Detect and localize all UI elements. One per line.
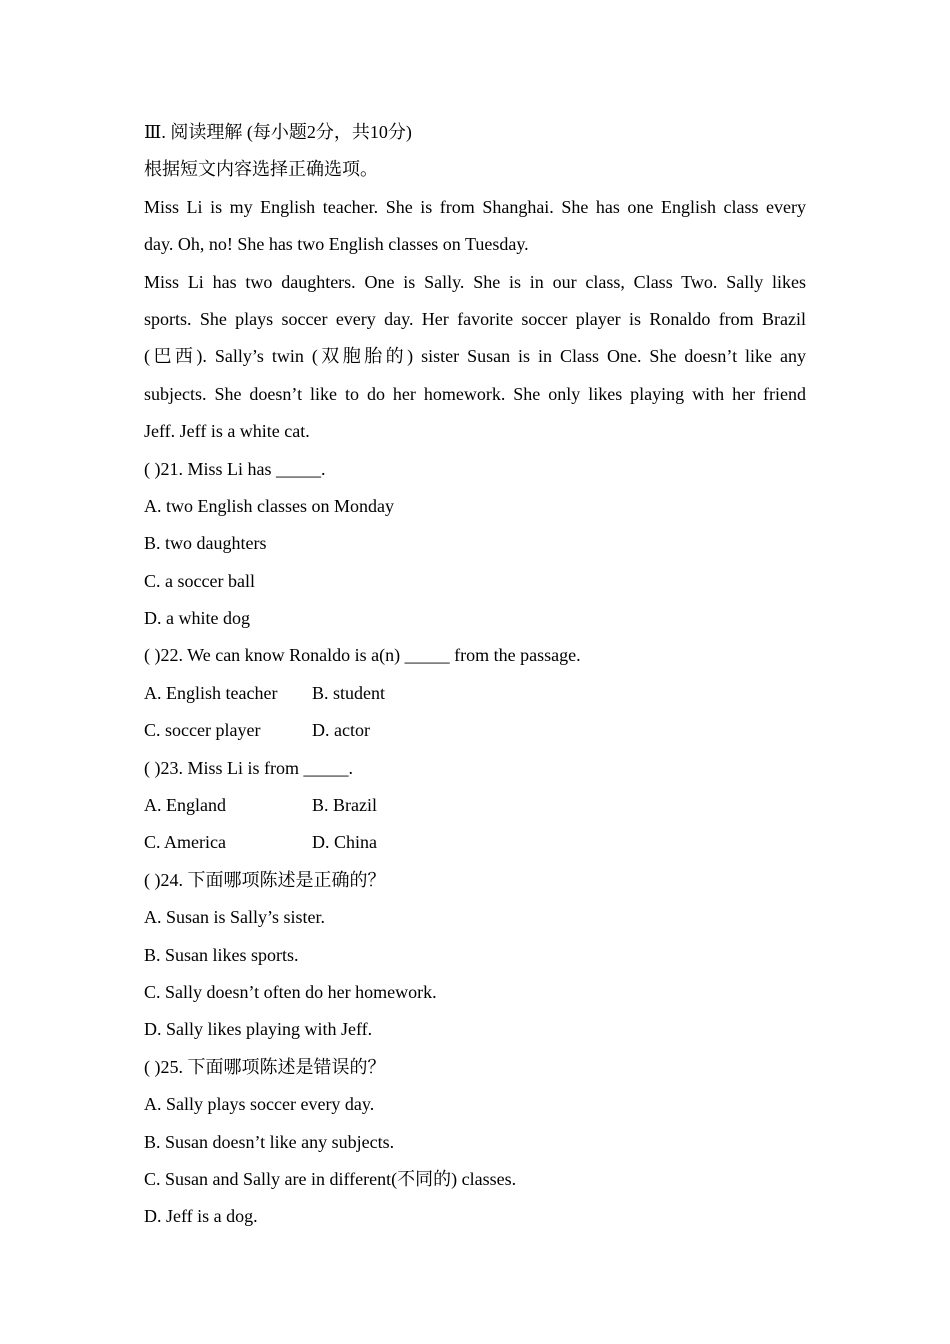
answer-option: A. English teacher [144, 682, 278, 703]
answer-option: B. student [312, 682, 386, 703]
passage-line: Jeff. Jeff is a white cat. [144, 421, 310, 442]
passage-line: subjects. She doesn’t like to do her homework. She only likes playing with her friend [144, 383, 806, 404]
answer-option: C. a soccer ball [144, 570, 255, 591]
passage-line: day. Oh, no! She has two English classes on Tuesday. [144, 234, 529, 255]
section-title: Ⅲ. 阅读理解 (每小题2分，共10分) [144, 122, 412, 142]
option-row [144, 675, 806, 712]
answer-option: A. two English classes on Monday [144, 495, 394, 516]
answer-option: A. England [144, 795, 226, 816]
answer-option: D. Sally likes playing with Jeff. [144, 1019, 373, 1040]
question-stem: ( )24. 下面哪项陈述是正确的？ [144, 869, 386, 890]
answer-option: D. a white dog [144, 608, 250, 629]
option-row [144, 824, 806, 861]
answer-option: B. Brazil [312, 795, 377, 816]
answer-option: A. Sally plays soccer every day. [144, 1094, 375, 1115]
option-row [144, 787, 806, 824]
question-stem: ( )22. We can know Ronaldo is a(n) _____ from the passage. [144, 645, 581, 666]
question-stem: ( )23. Miss Li is from _____. [144, 757, 353, 778]
answer-option: C. America [144, 832, 226, 853]
answer-option: A. Susan is Sally’s sister. [144, 907, 326, 928]
passage-line: Miss Li has two daughters. One is Sally. She is in our class, Class Two. Sally likes [144, 271, 806, 292]
answer-option: B. two daughters [144, 533, 267, 554]
section-instruction: 根据短文内容选择正确选项。 [144, 159, 378, 180]
passage-line: sports. She plays soccer every day. Her favorite soccer player is Ronaldo from Brazil [144, 308, 806, 329]
answer-option: B. Susan doesn’t like any subjects. [144, 1131, 395, 1152]
answer-option: C. Sally doesn’t often do her homework. [144, 981, 437, 1002]
answer-option: D. Jeff is a dog. [144, 1206, 258, 1227]
answer-option: C. Susan and Sally are in different(不同的) classes. [144, 1168, 517, 1189]
question-stem: ( )21. Miss Li has _____. [144, 458, 326, 479]
passage-line: (巴西). Sally’s twin (双胞胎的) sister Susan is in Class One. She doesn’t like any [144, 346, 806, 367]
answer-option: B. Susan likes sports. [144, 944, 299, 965]
answer-option: D. China [312, 832, 377, 853]
passage-line: Miss Li is my English teacher. She is from Shanghai. She has one English class every [144, 196, 806, 217]
option-row [144, 712, 806, 749]
document-page [144, 114, 806, 1236]
answer-option: C. soccer player [144, 720, 261, 741]
question-stem: ( )25. 下面哪项陈述是错误的？ [144, 1056, 386, 1077]
answer-option: D. actor [312, 720, 370, 741]
